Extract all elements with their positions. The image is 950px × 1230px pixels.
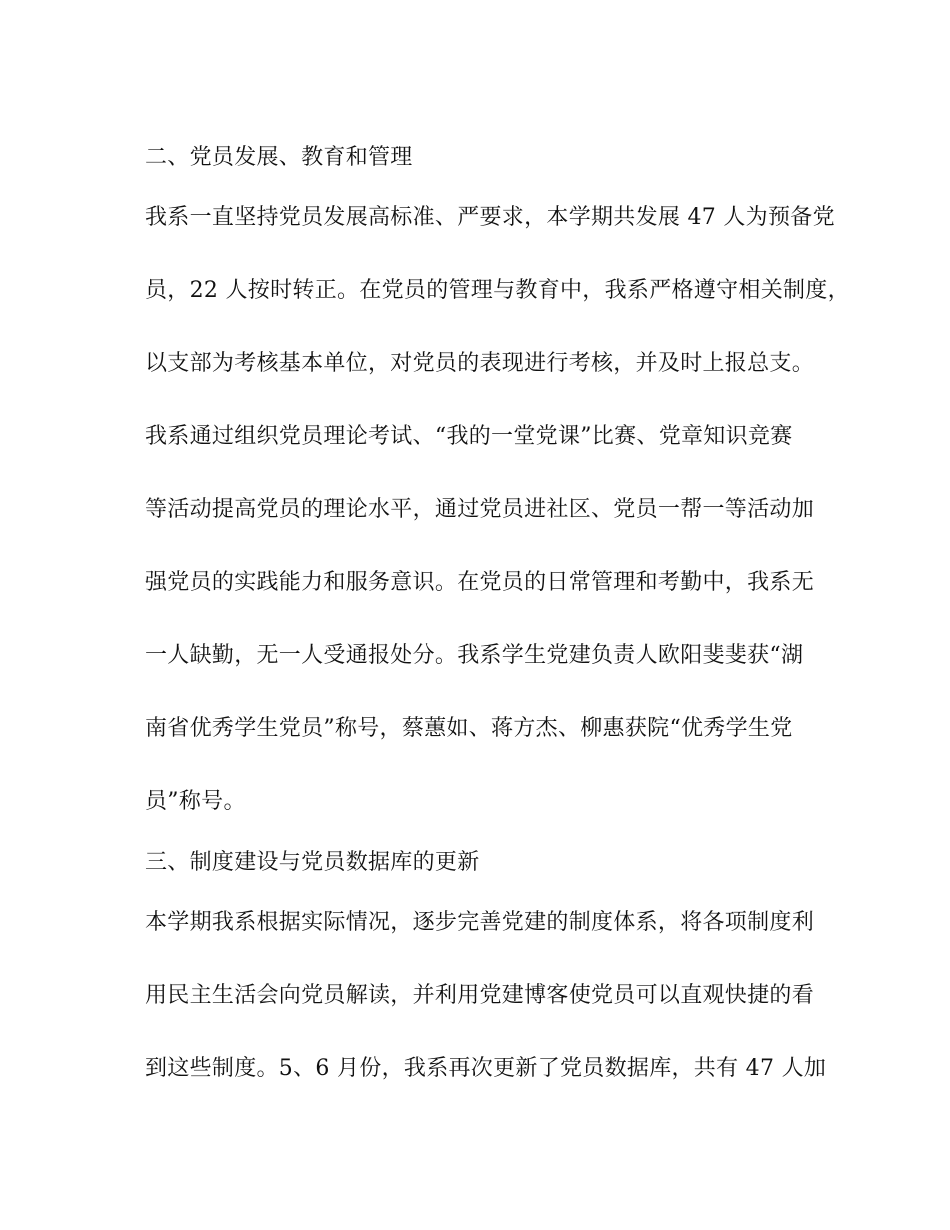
paragraph-line: 员”称号。 [145, 789, 246, 814]
paragraph-line: 我系一直坚持党员发展高标准、严要求，本学期共发展 47 人为预备党 [145, 205, 835, 230]
section-heading: 二、党员发展、教育和管理 [145, 145, 413, 170]
paragraph-line: 等活动提高党员的理论水平，通过党员进社区、党员一帮一等活动加 [145, 497, 815, 522]
paragraph-line: 用民主生活会向党员解读，并利用党建博客使党员可以直观快捷的看 [145, 983, 815, 1008]
paragraph-line: 我系通过组织党员理论考试、“我的一堂党课”比赛、党章知识竞赛 [145, 424, 793, 449]
paragraph-line: 强党员的实践能力和服务意识。在党员的日常管理和考勤中，我系无 [145, 570, 815, 595]
paragraph-line: 到这些制度。5、6 月份，我系再次更新了党员数据库，共有 47 人加 [145, 1056, 827, 1081]
paragraph-line: 南省优秀学生党员”称号，蔡蕙如、蒋方杰、柳惠获院“优秀学生党 [145, 716, 793, 741]
paragraph-line: 以支部为考核基本单位，对党员的表现进行考核，并及时上报总支。 [145, 351, 815, 376]
section-heading: 三、制度建设与党员数据库的更新 [145, 850, 480, 875]
paragraph-line: 本学期我系根据实际情况，逐步完善党建的制度体系，将各项制度利 [145, 910, 815, 935]
paragraph-line: 一人缺勤，无一人受通报处分。我系学生党建负责人欧阳斐斐获“湖 [145, 643, 804, 668]
paragraph-line: 员，22 人按时转正。在党员的管理与教育中，我系严格遵守相关制度， [145, 278, 850, 303]
